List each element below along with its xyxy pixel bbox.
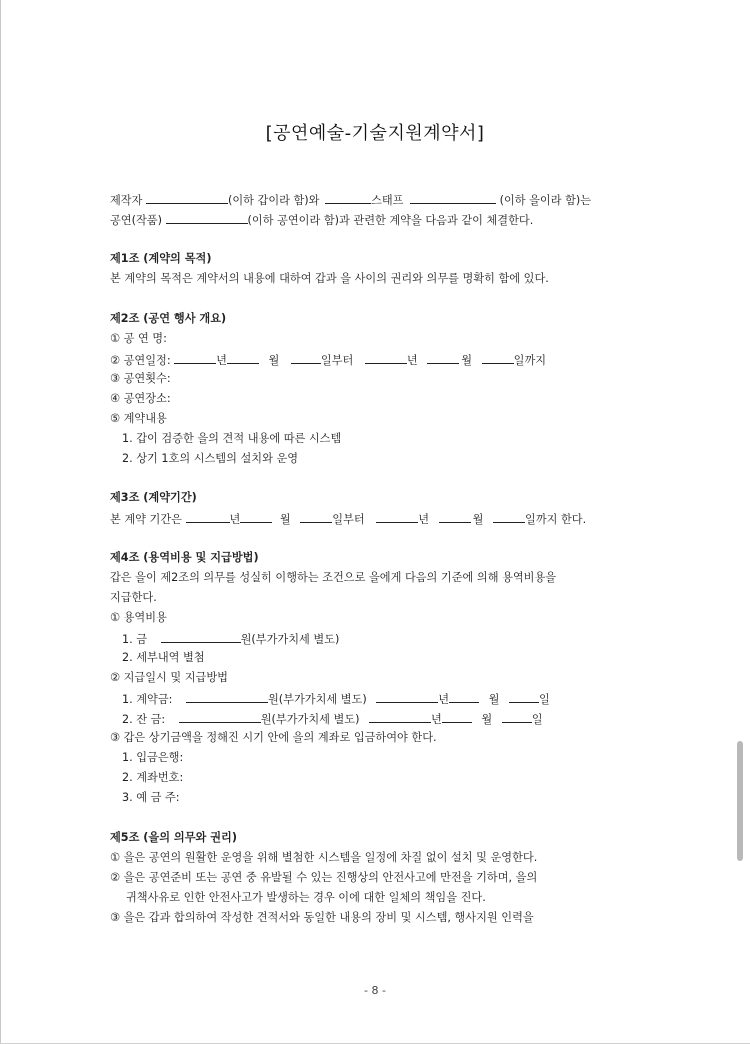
service-fee-details: 2. 세부내역 별첨 (122, 651, 205, 664)
performance-count: ③ 공연횟수: (110, 372, 171, 385)
service-fee-amount: 1. 금 원(부가가치세 별도) (122, 633, 340, 646)
performance-name: ① 공 연 명: (110, 332, 167, 345)
performance-schedule: ② 공연일정: 년 월 일부터 년 월 일까지 (110, 354, 547, 367)
contract-contents-sub-2: 2. 상기 1호의 시스템의 설치와 운영 (122, 452, 299, 465)
service-fee: ① 용역비용 (110, 611, 167, 624)
contract-period: 본 계약 기간은 년 월 일부터 년 월 일까지 한다. (110, 513, 587, 526)
article-5-item-2b: 귀책사유로 인한 안전사고가 발생하는 경우 이에 대한 일체의 책임을 진다. (126, 891, 486, 904)
article-1-text: 본 계약의 목적은 계약서의 내용에 대하여 갑과 을 사이의 권리와 의무를 명확히 함에 있다. (110, 272, 549, 285)
work-title-blank (166, 212, 248, 224)
producer-blank (146, 192, 228, 204)
article-4-text-2: 지급한다. (110, 591, 157, 604)
vertical-scrollbar[interactable] (737, 741, 743, 861)
document-title: [공연예술-기술지원계약서] (265, 123, 485, 144)
article-3-heading: 제3조 (계약기간) (110, 491, 197, 504)
contract-contents: ⑤ 계약내용 (110, 412, 167, 425)
deposit-payment: 1. 계약금: 원(부가가치세 별도) 년 월 일 (122, 693, 550, 706)
deposit-obligation: ③ 갑은 상기금액을 정해진 시기 안에 을의 계좌로 입금하여야 한다. (110, 731, 437, 744)
article-4-heading: 제4조 (용역비용 및 지급방법) (110, 551, 259, 564)
account-holder: 3. 예 금 주: (122, 791, 180, 804)
staff-blank-2 (410, 192, 496, 204)
article-4-text-1: 갑은 을이 제2조의 의무를 성실히 이행하는 조건으로 을에게 다음의 기준에 의해 용역비용을 (110, 571, 557, 584)
article-1-heading: 제1조 (계약의 목적) (110, 252, 212, 265)
article-5-item-3: ③ 을은 갑과 합의하여 작성한 견적서와 동일한 내용의 장비 및 시스템, 행사지원 인력을 (110, 911, 534, 924)
staff-blank-1 (325, 192, 371, 204)
article-5-item-2a: ② 을은 공연준비 또는 공연 중 유발될 수 있는 진행상의 안전사고에 만전을 기하며, 을의 (110, 871, 538, 884)
contract-contents-sub-1: 1. 갑이 검증한 을의 견적 내용에 따른 시스템 (122, 432, 342, 445)
page-number: - 8 - (364, 984, 386, 997)
performance-venue: ④ 공연장소: (110, 392, 171, 405)
intro-line-2: 공연(작품) (이하 공연이라 함)과 관련한 계약을 다음과 같이 체결한다. (110, 214, 534, 227)
article-5-item-1: ① 을은 공연의 원활한 운영을 위해 별첨한 시스템을 일정에 차질 없이 설치 및 운영한다. (110, 851, 538, 864)
account-number: 2. 계좌번호: (122, 771, 184, 784)
article-5-heading: 제5조 (을의 의무와 권리) (110, 831, 237, 844)
page-left-border (0, 0, 1, 1044)
deposit-bank: 1. 입금은행: (122, 751, 184, 764)
payment-method: ② 지급일시 및 지급방법 (110, 671, 228, 684)
balance-payment: 2. 잔 금: 원(부가가치세 별도) 년 월 일 (122, 713, 543, 726)
intro-line-1: 제작자 (이하 갑이라 함)와 스태프 (이하 을이라 함)는 (110, 194, 592, 207)
article-2-heading: 제2조 (공연 행사 개요) (110, 312, 227, 325)
